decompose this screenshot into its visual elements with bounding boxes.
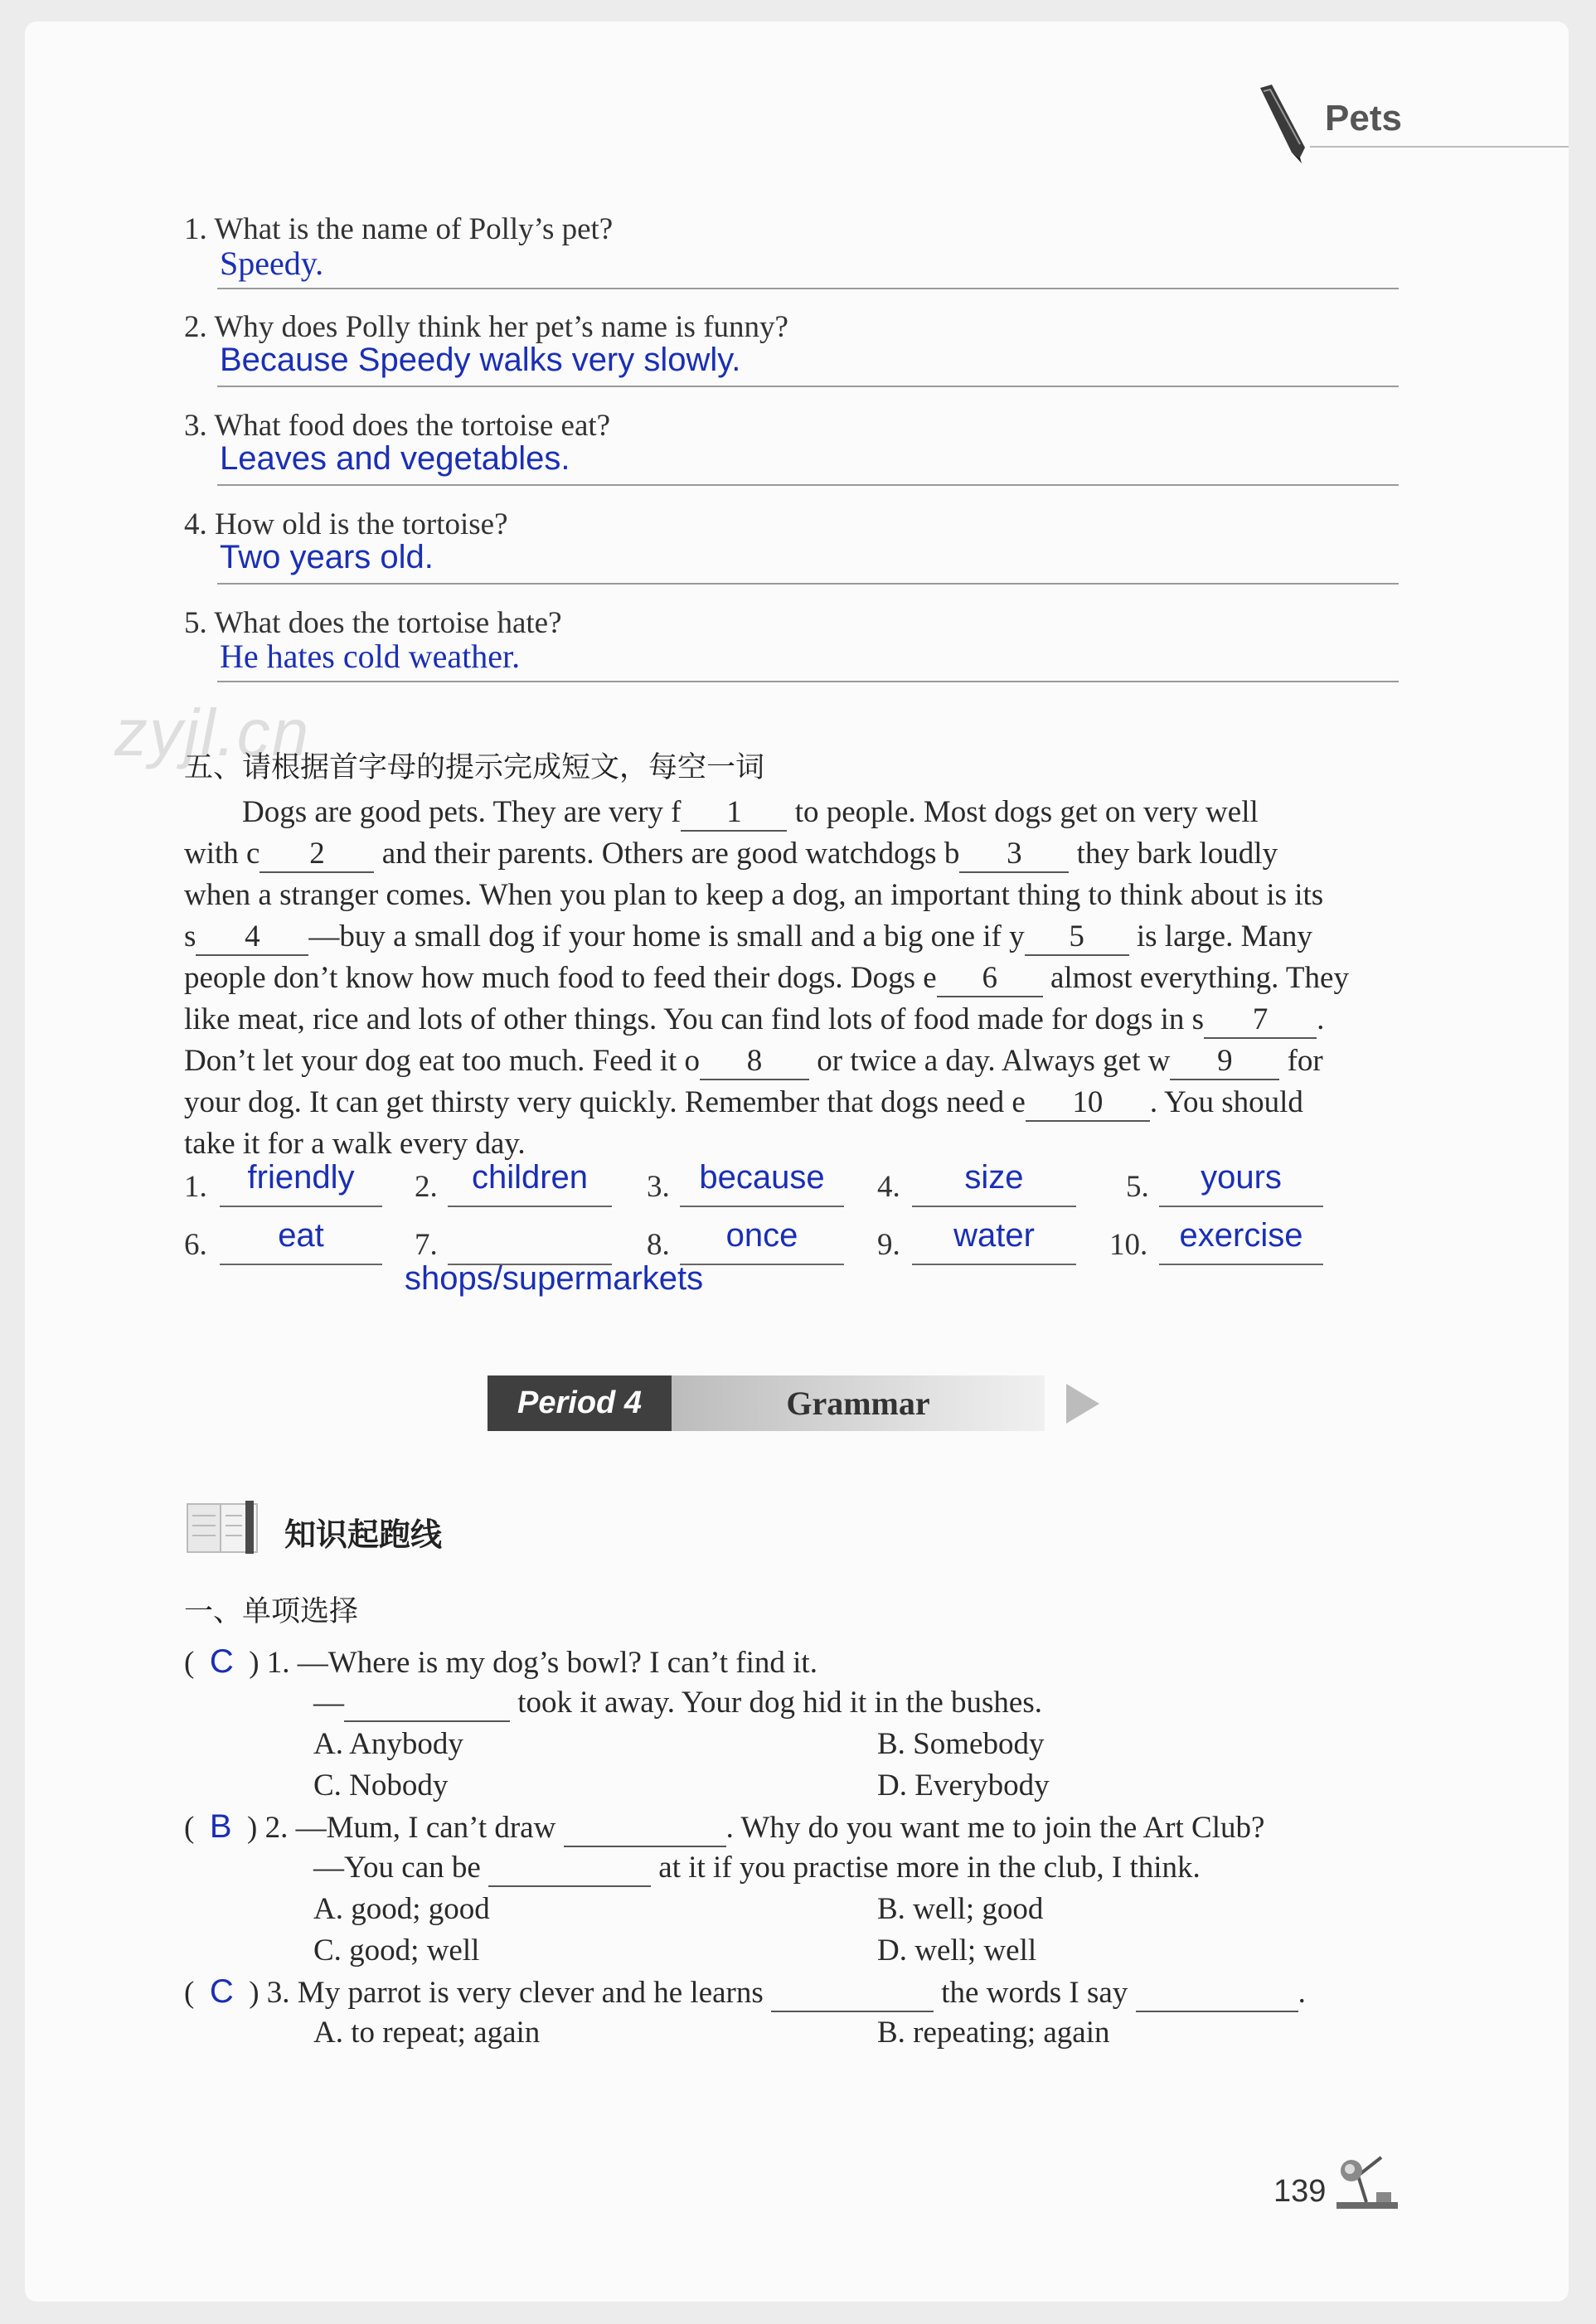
option: B. Somebody <box>877 1727 1045 1761</box>
mc-answer-2: B <box>209 1808 232 1845</box>
question-2: 2. Why does Polly think her pet’s name is funny? <box>184 310 788 344</box>
answer-blank-10: exercise <box>1159 1217 1323 1265</box>
watermark: zyjl.cn <box>114 696 311 769</box>
answer-num: 10. <box>1109 1228 1148 1262</box>
blank-2: 2 <box>260 837 374 873</box>
answer-blank-7 <box>448 1217 612 1265</box>
header-rule <box>1310 146 1569 148</box>
blank-3: 3 <box>959 837 1069 873</box>
answer-4: Two years old. <box>220 539 434 575</box>
question-3: 3. What food does the tortoise eat? <box>184 409 611 443</box>
passage-line: Don’t let your dog eat too much. Feed it o 8 or twice a day. Always get w 9 for <box>184 1043 1323 1080</box>
answer-line <box>217 681 1399 682</box>
mc-question-2-line2: —You can be at it if you practise more in the club, I think. <box>313 1850 1201 1887</box>
answer-line <box>217 288 1399 289</box>
passage-line: with c 2 and their parents. Others are good watchdogs b 3 they bark loudly <box>184 836 1278 873</box>
option: A. Anybody <box>313 1727 463 1761</box>
passage-line: Dogs are good pets. They are very f 1 to people. Most dogs get on very well <box>242 794 1259 832</box>
answer-blank-5: yours <box>1159 1159 1323 1207</box>
answer-line <box>217 386 1399 387</box>
passage-line: like meat, rice and lots of other things. You can find lots of food made for dogs in s 7 . <box>184 1002 1324 1039</box>
mc-answer-3: C <box>209 1973 234 2010</box>
blank-8: 8 <box>700 1045 809 1080</box>
answer-blank-4: size <box>912 1159 1076 1207</box>
lamp-icon <box>1333 2146 1401 2214</box>
answer-num: 3. <box>647 1170 670 1204</box>
blank-1: 1 <box>681 796 787 832</box>
passage-line: take it for a walk every day. <box>184 1127 526 1161</box>
answer-1: Speedy. <box>220 245 324 282</box>
option: B. well; good <box>877 1892 1044 1926</box>
page-number: 139 <box>1273 2174 1327 2209</box>
blank-7: 7 <box>1204 1003 1317 1039</box>
answer-num: 4. <box>877 1170 900 1204</box>
answer-line <box>217 583 1399 585</box>
answer-blank-2: children <box>448 1159 612 1207</box>
blank-5: 5 <box>1025 920 1129 956</box>
period-tag: Period 4 <box>488 1375 672 1431</box>
header-title: Pets <box>1325 98 1402 138</box>
passage-line: people don’t know how much food to feed their dogs. Dogs e 6 almost everything. They <box>184 960 1349 997</box>
question-5: 5. What does the tortoise hate? <box>184 606 562 640</box>
answer-num: 5. <box>1126 1170 1149 1204</box>
answer-3: Leaves and vegetables. <box>220 440 570 477</box>
book-icon <box>184 1499 264 1559</box>
option: A. good; good <box>313 1892 490 1926</box>
option: C. Nobody <box>313 1768 449 1802</box>
period-banner <box>488 1375 1051 1431</box>
mc-question-3: ( C ) 3. My parrot is very clever and he learns the words I say . <box>184 1973 1306 2012</box>
passage-line: s 4 —buy a small dog if your home is small and a big one if y 5 is large. Many <box>184 919 1312 956</box>
mc-answer-1: C <box>209 1643 234 1680</box>
mc-question-1: ( C ) 1. —Where is my dog’s bowl? I can’t find it. <box>184 1643 817 1680</box>
answer-num: 7. <box>415 1228 438 1262</box>
passage-line: when a stranger comes. When you plan to keep a dog, an important thing to think about is its <box>184 878 1324 912</box>
answer-blank-9: water <box>912 1217 1076 1265</box>
knowledge-subtitle: 一、单项选择 <box>184 1595 359 1628</box>
answer-line <box>217 484 1399 486</box>
answer-num: 9. <box>877 1228 900 1262</box>
mc-question-1-line2: — took it away. Your dog hid it in the bushes. <box>313 1685 1042 1722</box>
blank-9: 9 <box>1170 1045 1279 1080</box>
mc-question-2: ( B ) 2. —Mum, I can’t draw . Why do you want me to join the Art Club? <box>184 1808 1264 1847</box>
answer-num: 2. <box>415 1170 438 1204</box>
blank-10: 10 <box>1026 1086 1150 1122</box>
option: D. well; well <box>877 1933 1037 1967</box>
question-1: 1. What is the name of Polly’s pet? <box>184 212 614 246</box>
option: D. Everybody <box>877 1768 1050 1802</box>
passage-line: your dog. It can get thirsty very quickly. Remember that dogs need e 10 . You should <box>184 1084 1303 1122</box>
answer-7-overflow: shops/supermarkets <box>405 1260 704 1297</box>
option: B. repeating; again <box>877 2016 1110 2050</box>
answer-2: Because Speedy walks very slowly. <box>220 342 741 378</box>
answer-blank-1: friendly <box>220 1159 382 1207</box>
blank-4: 4 <box>196 920 308 956</box>
answer-blank-6: eat <box>220 1217 382 1265</box>
answer-num: 1. <box>184 1170 207 1204</box>
option: C. good; well <box>313 1933 480 1967</box>
answer-num: 6. <box>184 1228 207 1262</box>
period-name: Grammar <box>672 1375 1045 1431</box>
question-4: 4. How old is the tortoise? <box>184 507 508 541</box>
answer-blank-8: once <box>680 1217 844 1265</box>
knowledge-title: 知识起跑线 <box>284 1516 443 1553</box>
pen-icon <box>1254 83 1320 164</box>
answer-num: 8. <box>647 1228 670 1262</box>
blank-6: 6 <box>937 962 1043 997</box>
option: A. to repeat; again <box>313 2016 541 2050</box>
answer-5: He hates cold weather. <box>220 638 521 675</box>
answer-blank-3: because <box>680 1159 844 1207</box>
section-title: 五、请根据首字母的提示完成短文，每空一词 <box>184 751 765 784</box>
arrow-icon <box>1066 1384 1099 1424</box>
